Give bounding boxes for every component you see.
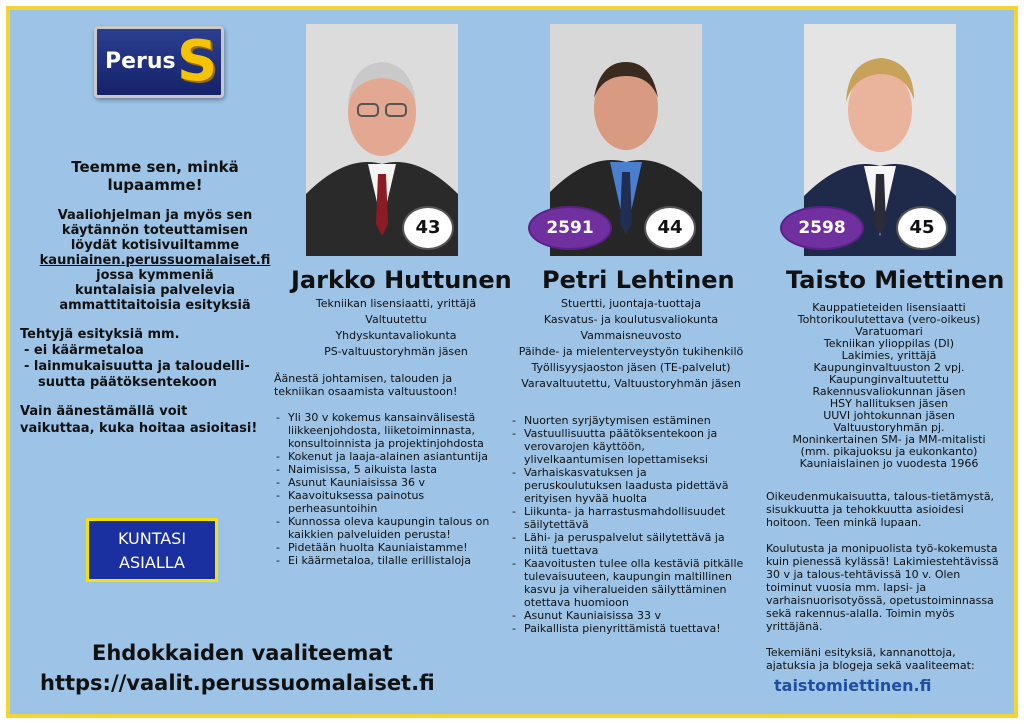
role-line: UUVI johtokunnan jäsen bbox=[823, 409, 955, 422]
program-url-link[interactable]: kauniainen.perussuomalaiset.fi bbox=[39, 253, 271, 268]
bio-point: - Naimisissa, 5 aikuista lasta bbox=[274, 463, 506, 476]
role-line: Lakimies, yrittäjä bbox=[841, 349, 937, 362]
role-line: Yhdyskuntavaliokunta bbox=[335, 329, 457, 342]
role-line: Tekniikan ylioppilas (DI) bbox=[823, 337, 955, 350]
role-line: Stuertti, juontaja-tuottaja bbox=[561, 297, 701, 310]
program-line: kuntalaisia palvelevia bbox=[74, 283, 236, 298]
kuntasi-line: ASIALLA bbox=[119, 553, 185, 572]
program-text bbox=[20, 208, 290, 313]
themes-url-link[interactable]: https://vaalit.perussuomalaiset.fi bbox=[40, 671, 435, 695]
candidate-bio bbox=[510, 414, 746, 635]
slogan-line: lupaamme! bbox=[107, 176, 203, 194]
candidate-name: Jarkko Huttunen bbox=[291, 266, 512, 294]
candidate-number-badge: 45 bbox=[896, 206, 948, 250]
role-line: Rakennusvaliokunnan jäsen bbox=[812, 385, 966, 398]
role-line: Kauniaislainen jo vuodesta 1966 bbox=[799, 457, 979, 470]
proposal-item: - lainmukaisuutta ja taloudelli- bbox=[24, 359, 250, 374]
bio-paragraph: Tekemiäni esityksiä, kannanottoja, ajatuksia ja blogeja sekä vaaliteemat: bbox=[766, 646, 975, 672]
candidate-alt-number-badge: 2598 bbox=[780, 206, 864, 250]
vaaliteemat bbox=[40, 638, 435, 698]
role-line: Varavaltuutettu, Valtuustoryhmän jäsen bbox=[521, 377, 741, 390]
bio-point: - Paikallista pienyrittämistä tuettava! bbox=[510, 622, 746, 635]
bio-point: - Asunut Kauniaisissa 33 v bbox=[510, 609, 746, 622]
logo-text: Perus bbox=[105, 49, 176, 74]
election-flyer bbox=[6, 6, 1018, 718]
logo-s-letter: S bbox=[177, 29, 218, 94]
bio-paragraph: Oikeudenmukaisuutta, talous-tietämystä, sisukkuutta ja tehokkuutta asioidesi hoitoon. Teen minkä lupaan. bbox=[766, 490, 995, 529]
bio-point: - Kaavoitusten tulee olla kestäviä pitkälle tulevaisuuteen, kaupungin maltillinen kasvu ja viheralueiden säilyttäminen otettava huomioon bbox=[510, 557, 746, 609]
role-line: Valtuutettu bbox=[365, 313, 427, 326]
program-line: Vaaliohjelman ja myös sen bbox=[57, 208, 253, 223]
candidate-roles bbox=[766, 302, 1012, 470]
bio-point: - Ei käärmetaloa, tilalle erillistaloja bbox=[274, 554, 506, 567]
role-line: Kaupunginvaltuuston 2 vpj. bbox=[813, 361, 965, 374]
bio-point: - Liikunta- ja harrastusmahdollisuudet säilytettävä bbox=[510, 505, 746, 531]
bio-paragraph: Koulutusta ja monipuolista työ-kokemusta kuin pienessä kylässä! Lakimiestehtävissä 30 v ja talous-tehtävissä 10 v. Olen toiminut vuosia mm. lapsi- ja varhaisnuorisotyössä, opetustoiminnassa sekä rakennus-alalla. Toimin myös yrittäjänä. bbox=[766, 542, 999, 633]
bio-point: - Vastuullisuutta päätöksentekoon ja verovarojen käyttöön, ylivelkaantumisen lopettamiseksi bbox=[510, 427, 746, 466]
role-line: Vammaisneuvosto bbox=[580, 329, 682, 342]
proposal-item: suutta päätöksentekoon bbox=[38, 375, 217, 390]
bio-point: - Kokenut ja laaja-alainen asiantuntija bbox=[274, 450, 506, 463]
vote-line: Vain äänestämällä voit bbox=[20, 404, 188, 419]
bio-point: - Kaavoituksessa painotus perheasuntoihin bbox=[274, 489, 506, 515]
program-line: ammattitaitoisia esityksiä bbox=[59, 298, 251, 313]
role-line: Työllisyysjaoston jäsen (TE-palvelut) bbox=[531, 361, 731, 374]
bio-point: - Pidetään huolta Kauniaistamme! bbox=[274, 541, 506, 554]
bio-intro: Äänestä johtamisen, talouden ja tekniikan osaamista valtuustoon! bbox=[274, 372, 458, 398]
bio-point: - Varhaiskasvatuksen ja peruskoulutuksen laadusta pidettävä erityisen hyvää huolta bbox=[510, 466, 746, 505]
candidate-bio bbox=[274, 372, 506, 567]
bio-point: - Asunut Kauniaisissa 36 v bbox=[274, 476, 506, 489]
role-line: Moninkertainen SM- ja MM-mitalisti bbox=[792, 433, 986, 446]
role-line: HSY hallituksen jäsen bbox=[829, 397, 949, 410]
role-line: Tohtorikoulutettava (vero-oikeus) bbox=[797, 313, 981, 326]
vote-message bbox=[20, 403, 290, 437]
bio-point: - Kunnossa oleva kaupungin talous on kaikkien palveluiden perusta! bbox=[274, 515, 506, 541]
bio-point: - Lähi- ja peruspalvelut säilytettävä ja niitä tuettava bbox=[510, 531, 746, 557]
slogan bbox=[20, 158, 290, 194]
perussuomalaiset-logo bbox=[94, 26, 224, 98]
proposals-title: Tehtyjä esityksiä mm. bbox=[20, 327, 180, 342]
bio-point: - Yli 30 v kokemus kansainvälisestä liikkeenjohdosta, liiketoiminnasta, konsultoinnista ja projektinjohdosta bbox=[274, 411, 506, 450]
kuntasi-asialla-badge bbox=[86, 518, 218, 582]
role-line: Kasvatus- ja koulutusvaliokunta bbox=[543, 313, 719, 326]
themes-title: Ehdokkaiden vaaliteemat bbox=[92, 641, 393, 665]
candidate-roles bbox=[506, 296, 756, 392]
proposals bbox=[20, 327, 290, 391]
candidate-number-badge: 44 bbox=[644, 206, 696, 250]
left-column bbox=[20, 158, 290, 437]
candidate-roles bbox=[286, 296, 506, 360]
program-line: jossa kymmeniä bbox=[96, 268, 214, 283]
role-line: Valtuustoryhmän pj. bbox=[833, 421, 945, 434]
candidate-website-link[interactable]: taistomiettinen.fi bbox=[774, 676, 932, 695]
role-line: (mm. pikajuoksu ja eukonkanto) bbox=[800, 445, 978, 458]
candidate-bio bbox=[766, 490, 1006, 685]
program-line: löydät kotisivuiltamme bbox=[70, 238, 240, 253]
role-line: Tekniikan lisensiaatti, yrittäjä bbox=[315, 297, 477, 310]
slogan-line: Teemme sen, minkä bbox=[71, 158, 239, 176]
program-line: käytännön toteuttamisen bbox=[61, 223, 249, 238]
proposal-item: - ei käärmetaloa bbox=[24, 343, 144, 358]
bio-point: - Nuorten syrjäytymisen estäminen bbox=[510, 414, 746, 427]
candidate-name: Taisto Miettinen bbox=[786, 266, 1005, 294]
candidate-alt-number-badge: 2591 bbox=[528, 206, 612, 250]
role-line: Kauppatieteiden lisensiaatti bbox=[812, 301, 966, 314]
role-line: PS-valtuustoryhmän jäsen bbox=[324, 345, 468, 358]
vote-line: vaikuttaa, kuka hoitaa asioitasi! bbox=[20, 421, 258, 436]
role-line: Kaupunginvaltuutettu bbox=[829, 373, 949, 386]
kuntasi-line: KUNTASI bbox=[117, 529, 187, 548]
candidate-number-badge: 43 bbox=[402, 206, 454, 250]
role-line: Päihde- ja mielenterveystyön tukihenkilö bbox=[518, 345, 744, 358]
role-line: Varatuomari bbox=[855, 325, 923, 338]
candidate-name: Petri Lehtinen bbox=[542, 266, 735, 294]
